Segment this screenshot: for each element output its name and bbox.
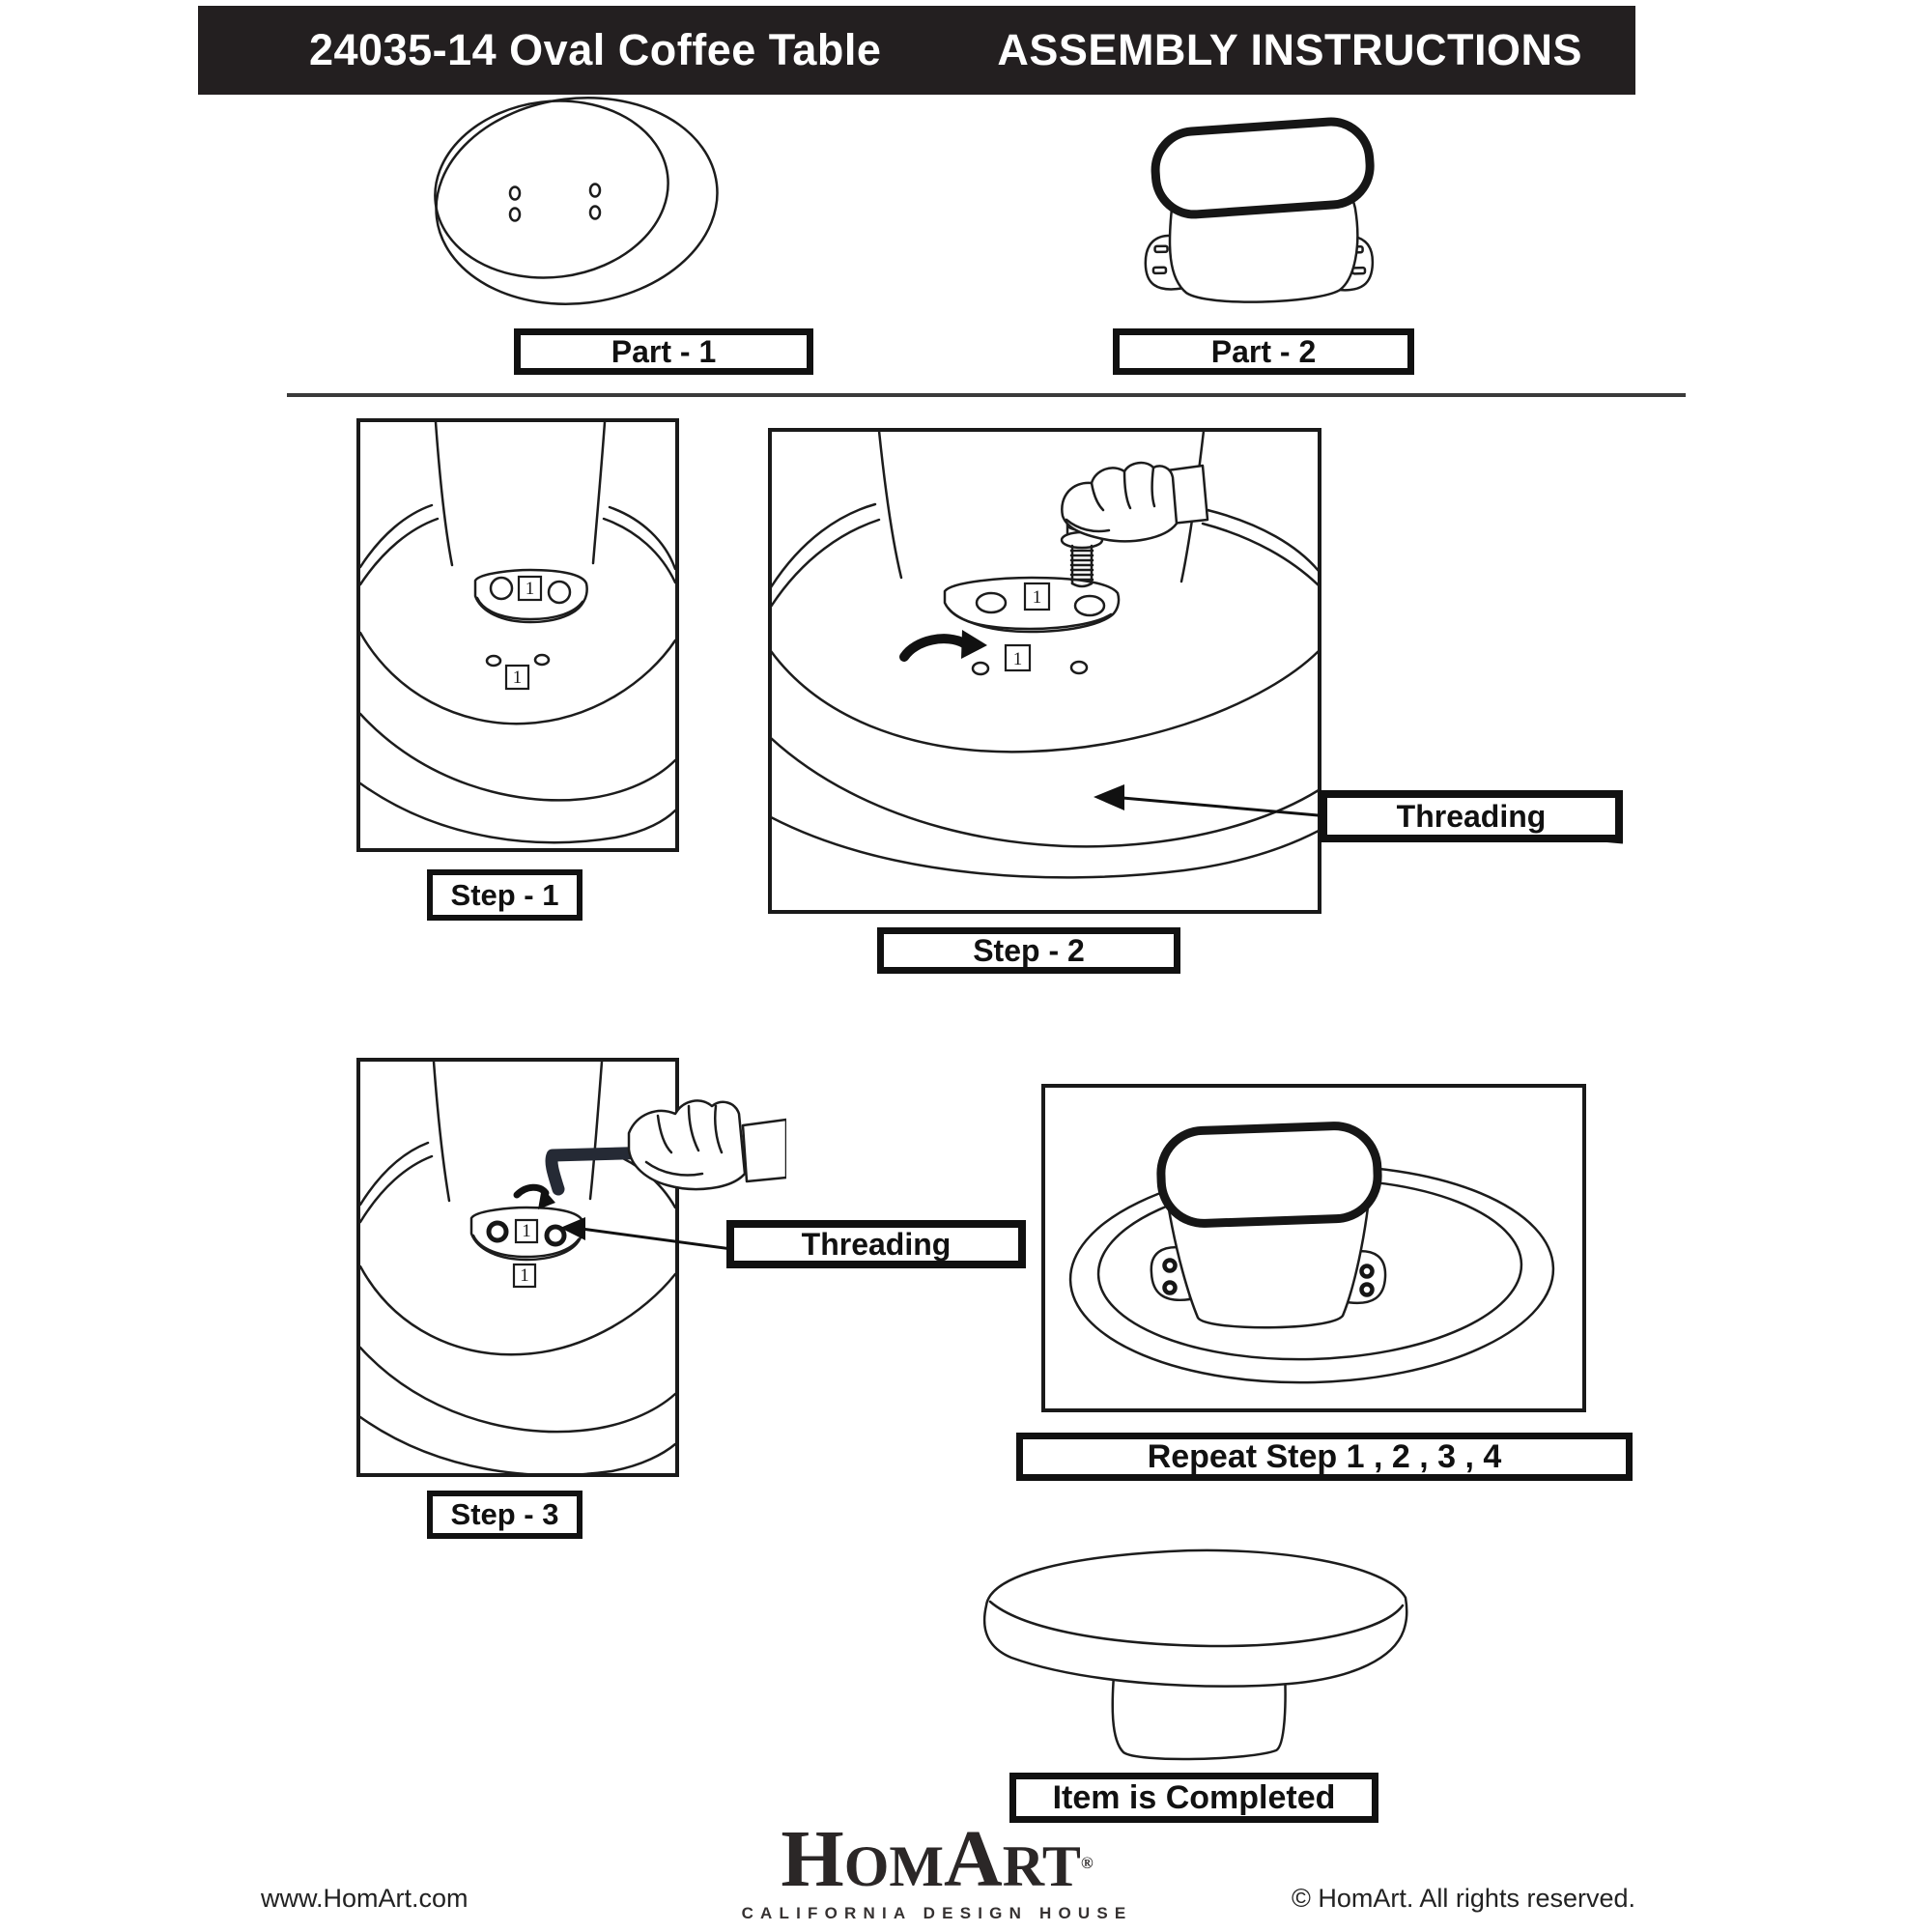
- brand-letters: RT: [1002, 1834, 1081, 1898]
- threading-label: Threading: [801, 1226, 952, 1262]
- step-3-label-box: [427, 1491, 582, 1539]
- document-title: ASSEMBLY INSTRUCTIONS: [997, 25, 1582, 74]
- step-3-label: Step - 3: [450, 1497, 559, 1531]
- position-marker-value: 1: [512, 668, 523, 688]
- position-marker: [506, 666, 528, 689]
- step-2-label-box: [877, 927, 1180, 974]
- part-2-drawing: [1135, 101, 1386, 328]
- part-1-label: Part - 1: [611, 333, 717, 369]
- position-marker-value: 1: [525, 579, 535, 599]
- header-bar: [198, 6, 1635, 95]
- part-2-label-box: [1113, 328, 1414, 375]
- position-marker: [519, 577, 541, 600]
- step-1-label-box: [427, 869, 582, 921]
- threading-arrow-step-3: [560, 1209, 744, 1263]
- completed-item-drawing: [961, 1538, 1425, 1770]
- rotation-arrow-icon: [904, 630, 987, 659]
- completed-item-label-box: [1009, 1773, 1378, 1823]
- position-marker: [514, 1264, 535, 1287]
- brand-logo: [715, 1814, 1159, 1923]
- position-marker-value: 1: [520, 1265, 529, 1286]
- brand-letters: OM: [843, 1834, 945, 1898]
- brand-tagline: CALIFORNIA DESIGN HOUSE: [741, 1904, 1133, 1922]
- product-title: 24035-14 Oval Coffee Table: [309, 25, 882, 74]
- step-1-drawing: [360, 422, 675, 848]
- brand-letter: H: [781, 1814, 844, 1904]
- repeat-step-label: Repeat Step 1 , 2 , 3 , 4: [1147, 1437, 1502, 1475]
- rotation-arrow-icon: [517, 1187, 555, 1209]
- threading-callout-step-2: [1320, 790, 1623, 842]
- repeat-step-label-box: [1016, 1433, 1633, 1481]
- registered-trademark-icon: ®: [1080, 1854, 1094, 1872]
- copyright-notice: © HomArt. All rights reserved.: [1292, 1884, 1635, 1913]
- position-marker-value: 1: [522, 1221, 531, 1241]
- threading-label: Threading: [1396, 798, 1547, 834]
- position-marker: [516, 1220, 537, 1242]
- position-marker: [1006, 645, 1030, 670]
- position-marker-value: 1: [1032, 587, 1042, 608]
- threading-callout-step-3: [726, 1220, 1026, 1268]
- part-1-drawing: [411, 85, 720, 317]
- part-1-label-box: [514, 328, 813, 375]
- part-2-label: Part - 2: [1210, 333, 1317, 369]
- section-divider-line: [287, 393, 1686, 397]
- position-marker: [1025, 583, 1049, 610]
- hand-icon: [629, 1100, 786, 1189]
- repeat-step-drawing: [1045, 1088, 1582, 1408]
- hand-icon: [1062, 463, 1208, 541]
- step-2-label: Step - 2: [973, 932, 1085, 968]
- brand-letter: A: [944, 1814, 1003, 1904]
- step-3-drawing: [356, 1058, 786, 1479]
- website-url: www.HomArt.com: [261, 1884, 469, 1913]
- completed-item-label: Item is Completed: [1052, 1778, 1336, 1816]
- step-1-label: Step - 1: [450, 877, 559, 912]
- position-marker-value: 1: [1012, 649, 1023, 669]
- screw-holes-icon: [510, 185, 600, 221]
- screw-holes-icon: [487, 655, 549, 666]
- brand-wordmark: [715, 1814, 1159, 1904]
